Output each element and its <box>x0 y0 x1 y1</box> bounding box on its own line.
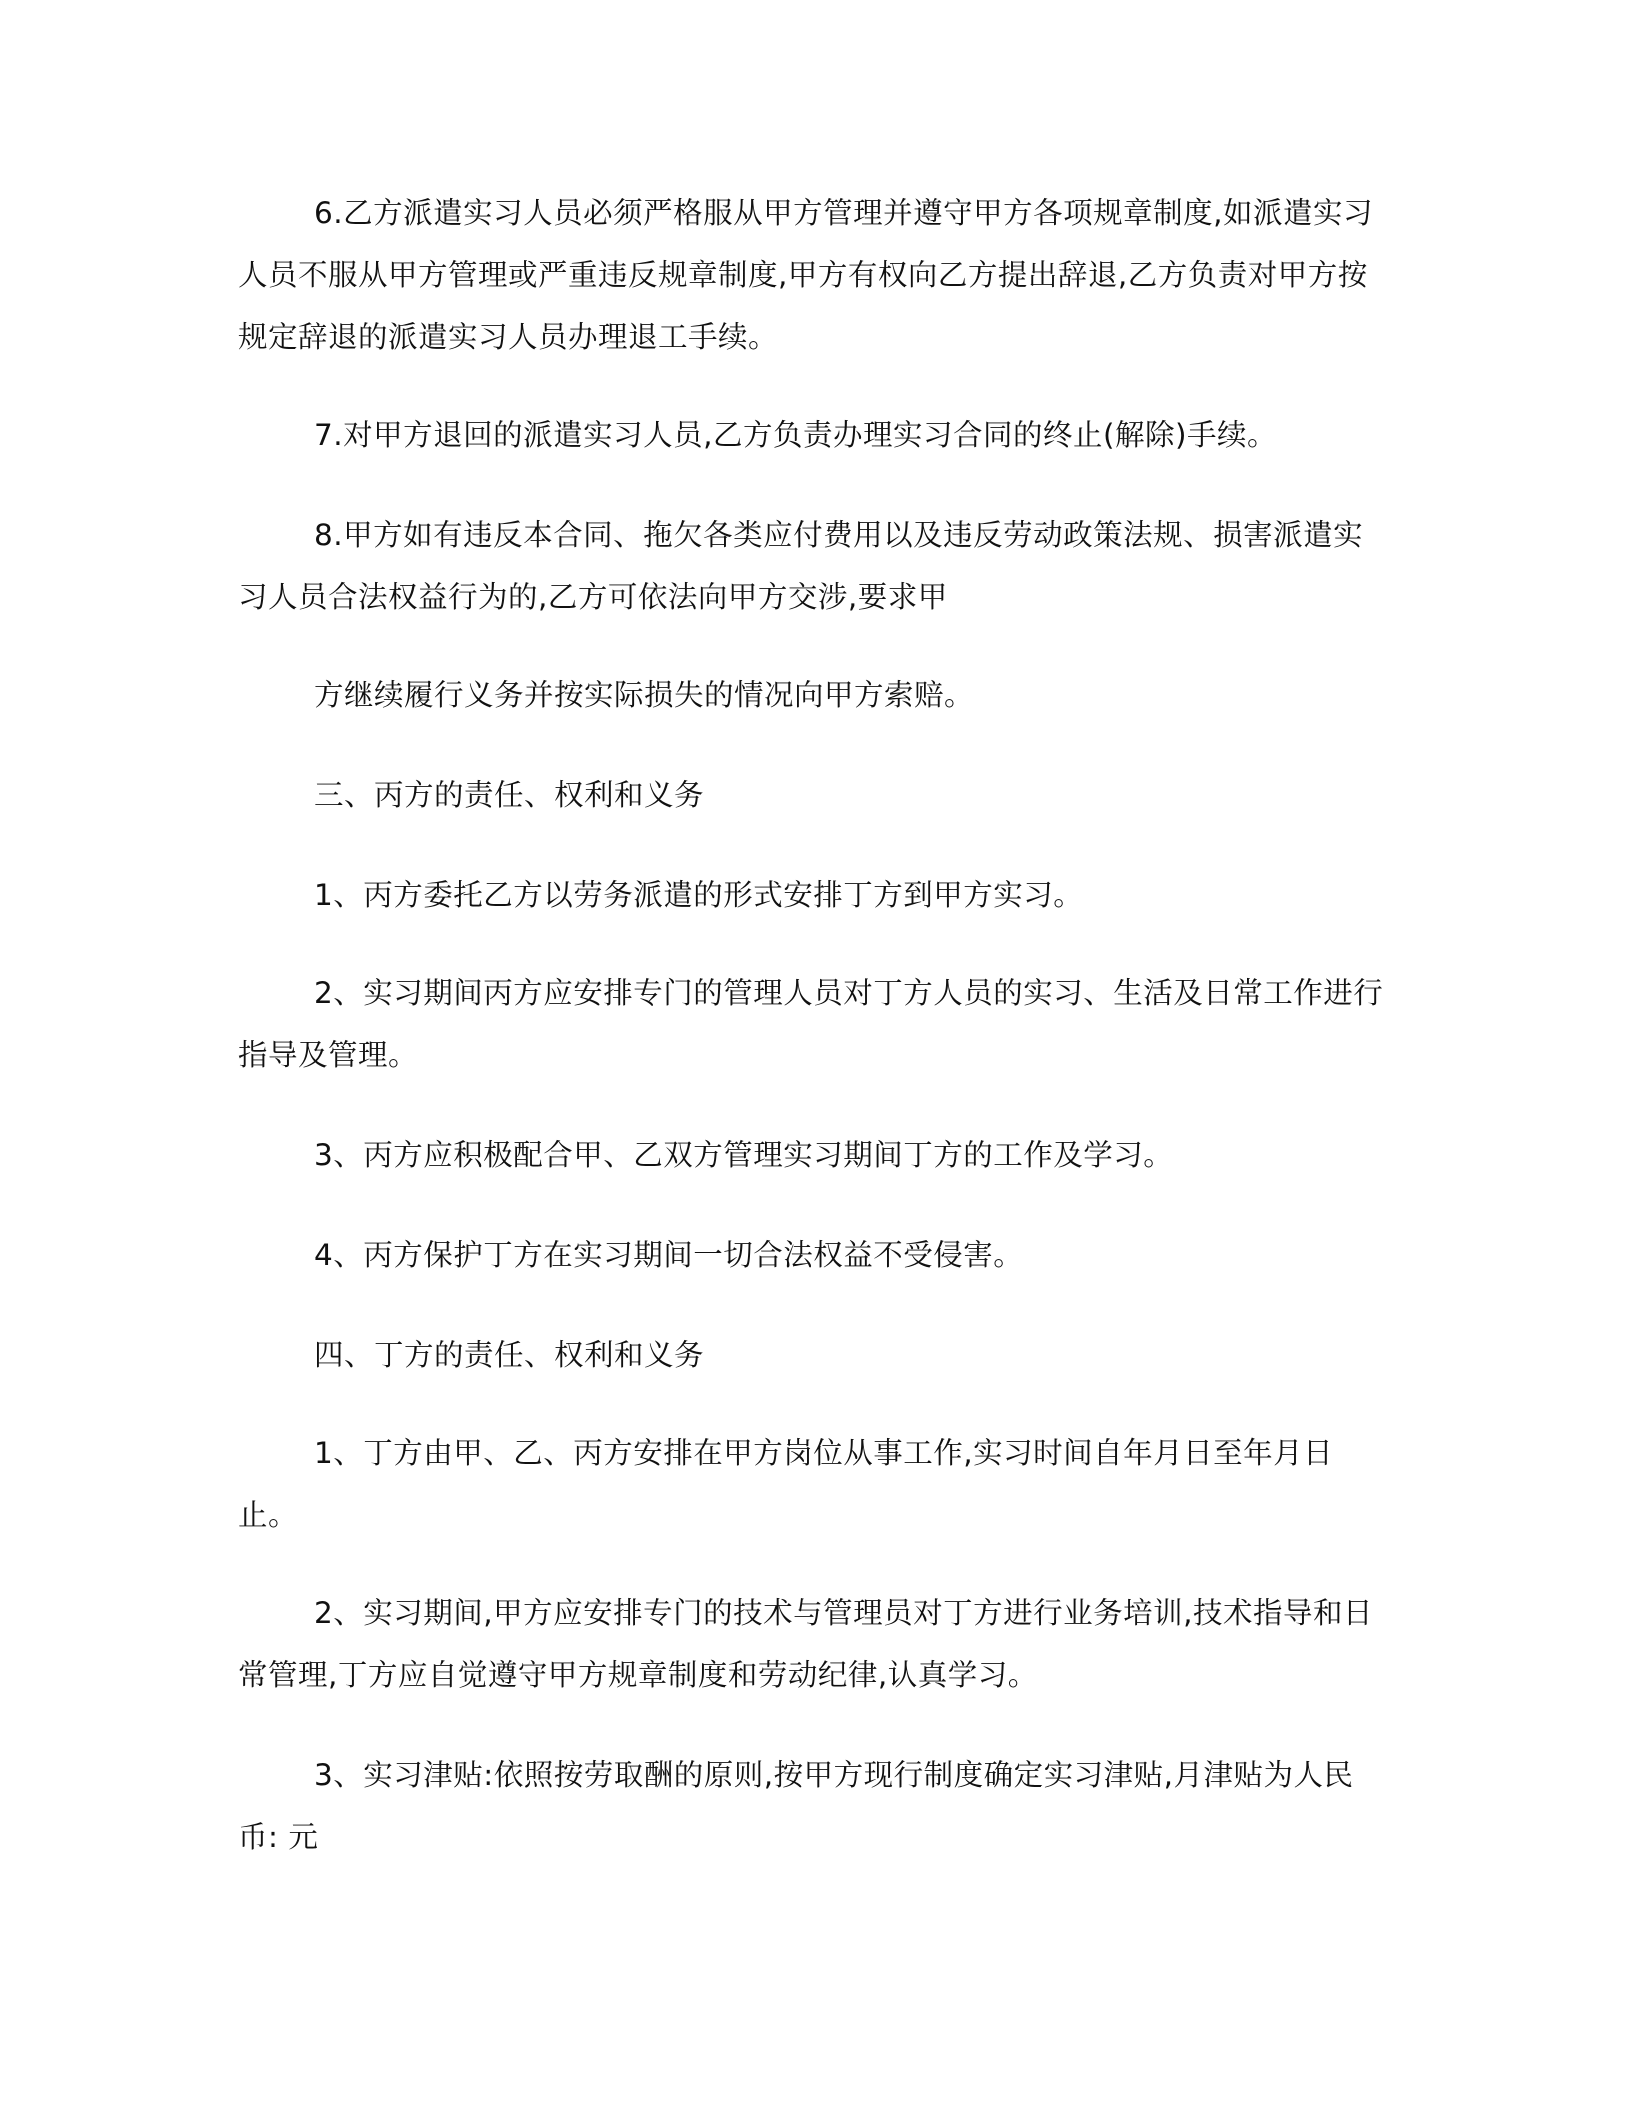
section-heading-4: 四、丁方的责任、权利和义务 <box>314 1338 705 1372</box>
section-3-item-2: 2、实习期间丙方应安排专门的管理人员对丁方人员的实习、生活及日常工作进行指导及管理。 <box>238 976 1384 1072</box>
paragraph-6: 6.乙方派遣实习人员必须严格服从甲方管理并遵守甲方各项规章制度,如派遣实习人员不服从甲方管理或严重违反规章制度,甲方有权向乙方提出辞退,乙方负责对甲方按规定辞退的派遣实习人员办理退工手续。 <box>238 196 1374 354</box>
section-heading-3: 三、丙方的责任、权利和义务 <box>314 778 705 812</box>
paragraph-7: 7.对甲方退回的派遣实习人员,乙方负责办理实习合同的终止(解除)手续。 <box>314 418 1278 452</box>
paragraph-8: 8.甲方如有违反本合同、拖欠各类应付费用以及违反劳动政策法规、损害派遣实习人员合法权益行为的,乙方可依法向甲方交涉,要求甲 <box>238 518 1364 614</box>
section-3-item-4: 4、丙方保护丁方在实习期间一切合法权益不受侵害。 <box>314 1238 1024 1272</box>
section-3-item-1: 1、丙方委托乙方以劳务派遣的形式安排丁方到甲方实习。 <box>314 878 1084 912</box>
section-4-item-3: 3、实习津贴:依照按劳取酬的原则,按甲方现行制度确定实习津贴,月津贴为人民币: 元 <box>238 1758 1354 1854</box>
section-3-item-3: 3、丙方应积极配合甲、乙双方管理实习期间丁方的工作及学习。 <box>314 1138 1174 1172</box>
section-4-item-2: 2、实习期间,甲方应安排专门的技术与管理员对丁方进行业务培训,技术指导和日常管理,丁方应自觉遵守甲方规章制度和劳动纪律,认真学习。 <box>238 1596 1374 1692</box>
paragraph-8-continued: 方继续履行义务并按实际损失的情况向甲方索赔。 <box>314 678 975 712</box>
section-4-item-1: 1、丁方由甲、乙、丙方安排在甲方岗位从事工作,实习时间自年月日至年月日止。 <box>238 1436 1334 1532</box>
